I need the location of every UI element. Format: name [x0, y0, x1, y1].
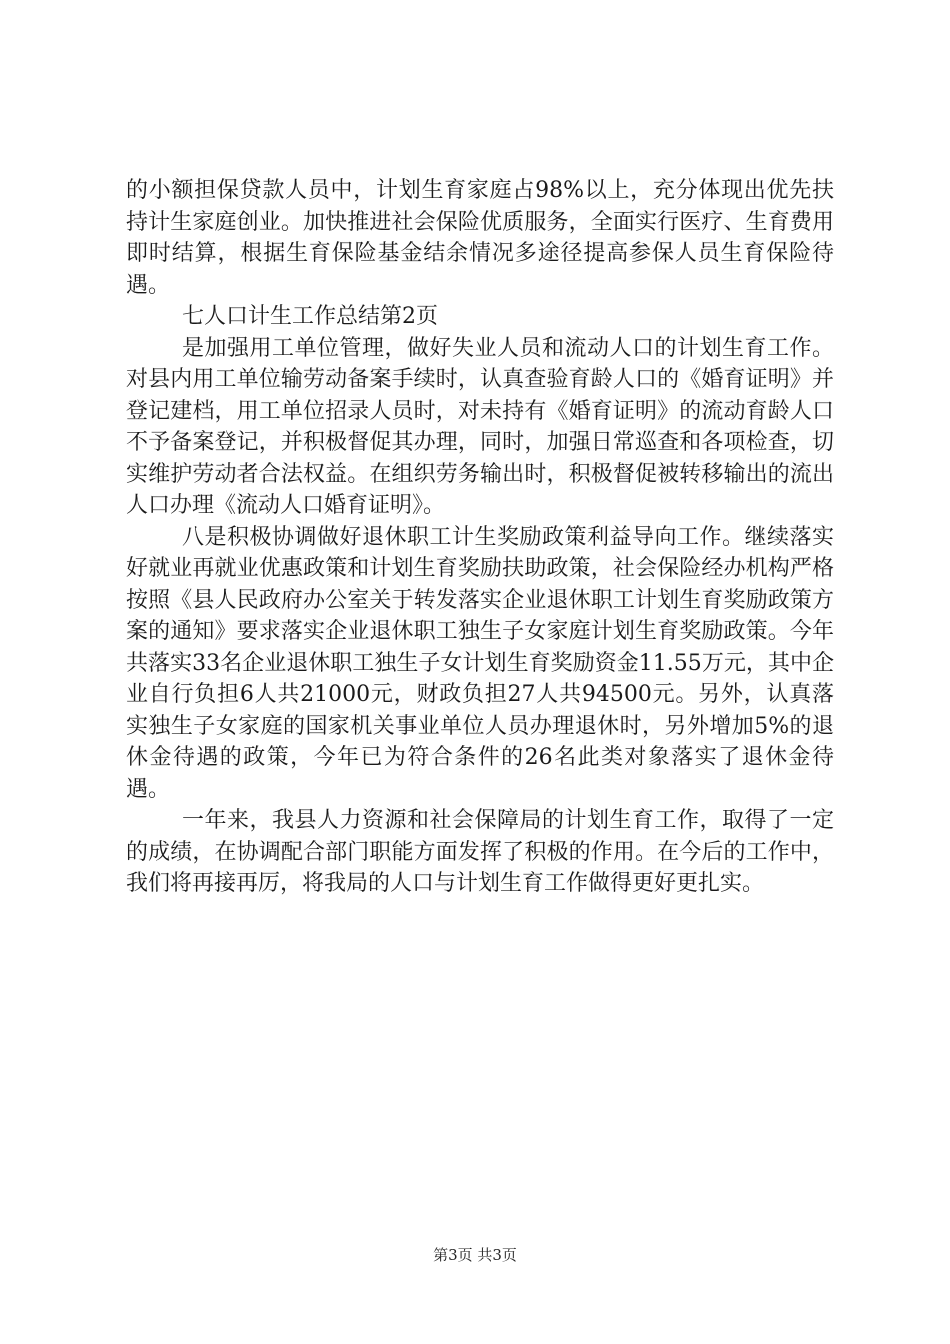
paragraph-employer-management: 是加强用工单位管理，做好失业人员和流动人口的计划生育工作。对县内用工单位输劳动备案手续时，认真查验育龄人口的《婚育证明》并登记建档，用工单位招录人员时，对未持有《婚育证明》的流动育龄人口不予备案登记，并积极督促其办理，同时，加强日常巡查和各项检查，切实维护劳动者合法权益。在组织劳务输出时，积极督促被转移输出的流出人口办理《流动人口婚育证明》。	[126, 335, 834, 518]
page-footer: 第3页 共3页	[433, 1246, 517, 1264]
paragraph-conclusion: 一年来，我县人力资源和社会保障局的计划生育工作，取得了一定的成绩，在协调配合部门职能方面发挥了积极的作用。在今后的工作中，我们将再接再厉，将我局的人口与计划生育工作做得更好更扎实。	[126, 808, 834, 896]
document-body	[126, 175, 834, 900]
paragraph-page-marker: 七人口计生工作总结第2页	[182, 304, 438, 329]
paragraph-retiree-incentives: 八是积极协调做好退休职工计生奖励政策利益导向工作。继续落实好就业再就业优惠政策和计划生育奖励扶助政策，社会保险经办机构严格按照《县人民政府办公室关于转发落实企业退休职工计划生育奖励政策方案的通知》要求落实企业退休职工独生子女家庭计划生育奖励政策。今年共落实33名企业退休职工独生子女计划生育奖励资金11.55万元，其中企业自行负担6人共21000元，财政负担27人共94500元。另外，认真落实独生子女家庭的国家机关事业单位人员办理退休时，另外增加5%的退休金待遇的政策，今年已为符合条件的26名此类对象落实了退休金待遇。	[126, 524, 834, 802]
paragraph-continuation: 的小额担保贷款人员中，计划生育家庭占98%以上，充分体现出优先扶持计生家庭创业。加快推进社会保险优质服务，全面实行医疗、生育费用即时结算，根据生育保险基金结余情况多途径提高参保人员生育保险待遇。	[126, 178, 834, 298]
